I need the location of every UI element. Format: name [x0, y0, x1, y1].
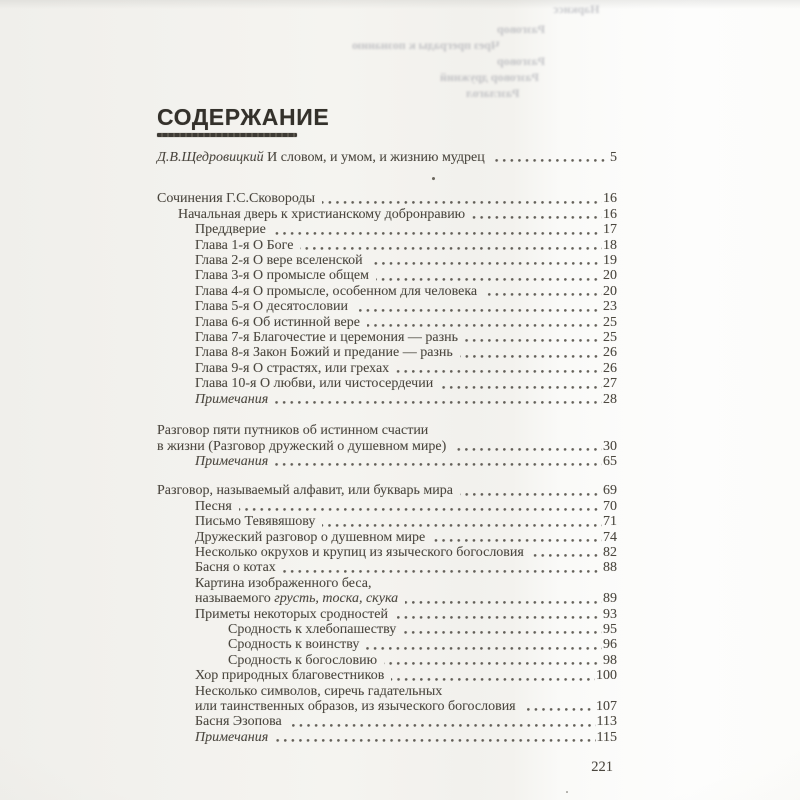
dot-leader — [273, 231, 602, 236]
toc-entry-label: называемого грусть, тоска, скука — [195, 591, 399, 607]
toc-row — [157, 299, 617, 314]
dot-leader — [432, 538, 602, 543]
page-number: 26 — [603, 360, 617, 376]
dot-leader — [275, 400, 602, 405]
toc-row — [157, 699, 617, 714]
page-number: 88 — [603, 560, 617, 576]
toc-row — [157, 392, 617, 407]
toc-row — [157, 530, 617, 545]
page-number: 25 — [603, 330, 617, 346]
page-number: 16 — [603, 191, 617, 207]
page-number: 95 — [603, 621, 617, 637]
page-number: 17 — [603, 222, 617, 238]
toc — [157, 150, 617, 745]
page-number: 98 — [603, 652, 617, 668]
page-title: СОДЕРЖАНИЕ — [157, 104, 330, 130]
dot-leader — [403, 630, 602, 635]
toc-entry-label: Начальная дверь к христианскому добронравию — [178, 206, 466, 222]
page-number: 70 — [603, 498, 617, 514]
page-number: 30 — [603, 438, 617, 454]
toc-row — [157, 714, 617, 729]
toc-entry-label: Басня о котах — [195, 560, 276, 576]
page-number: 20 — [603, 283, 617, 299]
dot-leader — [531, 553, 602, 558]
toc-row — [157, 560, 617, 575]
toc-entry-label: Сродность к воинству — [228, 637, 360, 653]
toc-row — [157, 684, 617, 699]
dot-leader — [453, 447, 602, 452]
toc-entry-label: Глава 5-я О десятословии — [195, 299, 349, 315]
toc-entry-label: Приметы некоторых сродностей — [195, 606, 388, 622]
toc-entry-label: Примечания — [195, 729, 269, 745]
toc-entry-label: Преддверие — [195, 222, 266, 238]
toc-row — [157, 545, 617, 560]
toc-entry-label: Разговор пяти путников об истинном счастии — [157, 423, 429, 439]
toc-row — [157, 514, 617, 529]
toc-entry-label: Дружеский разговор о душевном мире — [195, 529, 426, 545]
dot-leader — [395, 615, 602, 620]
toc-row — [157, 150, 617, 165]
dot-leader — [289, 723, 596, 728]
dot-leader — [366, 646, 602, 651]
toc-entry-label: Глава 7-я Благочестие и церемония — разнь — [195, 330, 459, 346]
toc-rows — [157, 150, 617, 745]
toc-row — [157, 637, 617, 652]
dot-leader — [300, 246, 602, 251]
page-number: 65 — [603, 453, 617, 469]
page-number: 23 — [603, 299, 617, 315]
dot-leader — [440, 385, 602, 390]
toc-entry-label: Глава 4-я О промысле, особенном для человека — [195, 283, 478, 299]
toc-entry-label: Глава 10-я О любви, или чистосердечии — [195, 376, 434, 392]
toc-row — [157, 622, 617, 637]
page-number: 82 — [603, 544, 617, 560]
toc-row — [157, 454, 617, 469]
dot-leader — [405, 600, 602, 605]
dot-leader — [367, 323, 602, 328]
toc-row — [157, 591, 617, 606]
toc-entry-label: Глава 1-я О Боге — [195, 237, 294, 253]
dot-leader — [465, 338, 602, 343]
page-number: 26 — [603, 345, 617, 361]
toc-entry-label: Песня — [195, 498, 232, 514]
toc-row — [157, 499, 617, 514]
dot-leader — [283, 569, 602, 574]
dot-leader — [239, 507, 602, 512]
toc-entry-label: в жизни (Разговор дружеский о душевном мире) — [157, 438, 447, 454]
ink-speck — [566, 791, 568, 793]
folio-number: 221 — [591, 759, 613, 775]
page-number: 69 — [603, 483, 617, 499]
page-number: 5 — [610, 150, 617, 165]
bleedthrough-text: Разговор — [497, 22, 546, 36]
page-number: 71 — [603, 514, 617, 530]
bleedthrough-text: Разглагол — [466, 86, 520, 100]
toc-entry-label: Глава 3-я О промысле общем — [195, 268, 369, 284]
bleedthrough-text: Разговор дружний — [440, 70, 539, 84]
dot-leader — [275, 738, 595, 743]
toc-row — [157, 423, 617, 438]
toc-entry-label: Глава 9-я О страстях, или грехах — [195, 360, 390, 376]
dot-leader — [322, 200, 602, 205]
page-number: 19 — [603, 253, 617, 269]
toc-row — [157, 253, 617, 268]
page-number: 27 — [603, 376, 617, 392]
page-number: 100 — [596, 668, 617, 684]
toc-entry-label: Сродность к богословию — [228, 652, 378, 668]
toc-entry-label: Несколько символов, сиречь гадательных — [195, 683, 443, 699]
page-number: 89 — [603, 591, 617, 607]
toc-entry-label: Басня Эзопова — [195, 714, 282, 730]
dot-leader — [384, 661, 602, 666]
toc-row — [157, 439, 617, 454]
dot-leader — [472, 215, 602, 220]
bleedthrough-text: Чрез преграды к познанию — [352, 38, 500, 52]
page-number: 74 — [603, 529, 617, 545]
dot-leader — [355, 308, 602, 313]
toc-row — [157, 191, 617, 206]
dot-leader — [391, 677, 595, 682]
toc-row — [157, 483, 617, 498]
dot-leader — [275, 462, 602, 467]
page-number: 113 — [596, 714, 617, 730]
toc-row — [157, 238, 617, 253]
dot-leader — [484, 292, 602, 297]
toc-entry-label: Примечания — [195, 453, 269, 469]
toc-entry-label: Примечания — [195, 391, 269, 407]
toc-entry-label: Глава 2-я О вере вселенской — [195, 253, 363, 269]
page-number: 20 — [603, 268, 617, 284]
page-number: 16 — [603, 206, 617, 222]
dot-leader — [370, 261, 602, 266]
toc-row — [157, 361, 617, 376]
bleedthrough-text: Наркисс — [553, 2, 600, 16]
toc-row — [157, 376, 617, 391]
toc-row — [157, 207, 617, 222]
dot-leader — [492, 158, 609, 163]
toc-entry-label: Письмо Тевявяшову — [195, 514, 316, 530]
dot-leader — [396, 369, 602, 374]
title-rule — [157, 133, 297, 137]
toc-row — [157, 345, 617, 360]
dot-leader — [460, 354, 602, 359]
toc-entry-label: Хор природных благовестников — [195, 668, 385, 684]
page-number: 96 — [603, 637, 617, 653]
toc-entry-label: Несколько окрухов и крупиц из языческого богословия — [195, 544, 524, 560]
bleedthrough-text: Разговор — [497, 54, 546, 68]
toc-row — [157, 222, 617, 237]
toc-entry-label: Глава 6-я Об истинной вере — [195, 314, 360, 330]
toc-row — [157, 730, 617, 745]
toc-entry-label: или таинственных образов, из языческого богословия — [195, 699, 516, 714]
toc-row — [157, 268, 617, 283]
toc-row — [157, 607, 617, 622]
toc-entry-label: Д.В.Щедровицкий И словом, и умом, и жизнию мудрец — [157, 150, 485, 165]
toc-entry-label: Сродность к хлебопашеству — [228, 621, 397, 637]
dot-leader — [376, 277, 602, 282]
toc-row — [157, 653, 617, 668]
dot-leader — [523, 707, 595, 712]
toc-entry-label: Глава 8-я Закон Божий и предание — разнь — [195, 345, 453, 361]
page-number: 115 — [596, 729, 617, 745]
dot-leader — [322, 523, 602, 528]
page-number: 28 — [603, 391, 617, 407]
page-number: 18 — [603, 237, 617, 253]
toc-row — [157, 330, 617, 345]
page-number: 107 — [596, 699, 617, 714]
page-number: 25 — [603, 314, 617, 330]
dot-leader — [460, 492, 602, 497]
toc-entry-label: Картина изображенного беса, — [195, 575, 372, 591]
toc-row — [157, 284, 617, 299]
toc-row — [157, 668, 617, 683]
toc-entry-label: Сочинения Г.С.Сковороды — [157, 191, 316, 207]
toc-entry-label: Разговор, называемый алфавит, или букварь мира — [157, 483, 453, 499]
toc-row — [157, 576, 617, 591]
page-number: 93 — [603, 606, 617, 622]
toc-row — [157, 315, 617, 330]
